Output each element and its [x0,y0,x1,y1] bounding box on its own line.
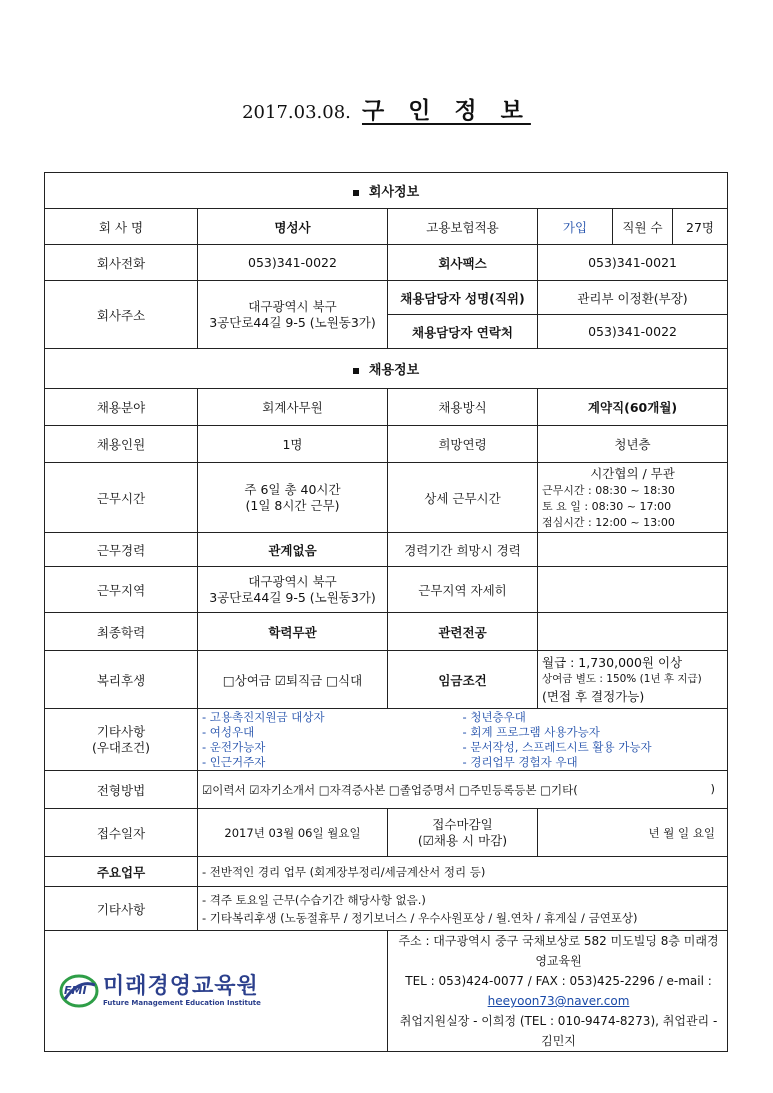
count-label: 채용인원 [45,426,198,463]
welfare-label: 복리후생 [45,651,198,709]
receipt-label: 접수일자 [45,809,198,857]
method-value: 계약직(60개월) [538,389,728,426]
company-fax-label: 회사팩스 [388,245,538,281]
age-value: 청년층 [538,426,728,463]
duty-label: 주요업무 [45,857,198,887]
duty-value: - 전반적인 경리 업무 (회계장부정리/세금계산서 정리 등) [198,857,728,887]
page-header [0,92,773,125]
insurance-label: 고용보험적용 [388,209,538,245]
logo-name: 미래경영교육원 [103,973,259,999]
welfare-value: □상여금 ☑퇴직금 □식대 [198,651,388,709]
footer-staff: 취업지원실장 - 이희정 (TEL : 010-9474-8273), 취업관리 - 김민지 [399,1014,718,1048]
career-value: 관계없음 [198,533,388,567]
location-label: 근무지역 [45,567,198,613]
manager-contact-label: 채용담당자 연락처 [388,315,538,349]
field-label: 채용분야 [45,389,198,426]
company-address: 대구광역시 북구 3공단로44길 9-5 (노원동3가) [198,281,388,349]
career-period-value [538,533,728,567]
detail-hours: 시간협의 / 무관 근무시간 : 08:30 ~ 18:30 토 요 일 : 08:30 ~ 17:00 점심시간 : 12:00 ~ 13:00 [538,463,728,533]
company-fax: 053)341-0021 [538,245,728,281]
manager-contact: 053)341-0022 [538,315,728,349]
preferences [198,709,728,771]
location-detail-label: 근무지역 자세히 [388,567,538,613]
company-name-label: 회 사 명 [45,209,198,245]
header-date: 2017.03.08. [242,102,351,123]
company-section-header: 회사정보 [45,173,728,209]
job-info-form [44,172,728,1052]
location-detail-value [538,567,728,613]
staff-label: 직원 수 [613,209,673,245]
preferences-label: 기타사항 (우대조건) [45,709,198,771]
etc-label: 기타사항 [45,887,198,931]
company-phone-label: 회사전화 [45,245,198,281]
salary-label: 임금조건 [388,651,538,709]
detail-hours-label: 상세 근무시간 [388,463,538,533]
footer-tel-fax: TEL : 053)424-0077 / FAX : 053)425-2296 / e-mail : heeyoon73@naver.com [405,974,712,1008]
count-value: 1명 [198,426,388,463]
deadline-value: 년 월 일 요일 [538,809,728,857]
company-name: 명성사 [198,209,388,245]
etc-value: - 격주 토요일 근무(수습기간 해당사항 없음.) - 기타복리후생 (노동절휴무 / 정기보너스 / 우수사원포상 / 월.연차 / 휴게실 / 금연포상) [198,887,728,931]
process-value: ☑이력서 ☑자기소개서 □자격증사본 □졸업증명서 □주민등록등본 □기타( ) [198,771,728,809]
age-label: 희망연령 [388,426,538,463]
salary-value: 월급 : 1,730,000원 이상 상여금 별도 : 150% (1년 후 지급) (면접 후 결정가능) [538,651,728,709]
location-value: 대구광역시 북구 3공단로44길 9-5 (노원동3가) [198,567,388,613]
education-value: 학력무관 [198,613,388,651]
logo-mark-text: FMI [64,984,87,997]
footer-address: 주소 : 대구광역시 중구 국채보상로 582 미도빌딩 8층 미래경영교육원 [398,934,719,968]
staff-count: 27명 [673,209,728,245]
footer-logo [45,931,388,1052]
education-label: 최종학력 [45,613,198,651]
preferences-right: - 청년층우대 - 회계 프로그램 사용가능자 - 문서작성, 스프레드시트 활용 가능자 - 경리업무 경험자 우대 [462,709,652,769]
company-address-label: 회사주소 [45,281,198,349]
receipt-value: 2017년 03월 06일 월요일 [198,809,388,857]
process-label: 전형방법 [45,771,198,809]
preferences-left: - 고용촉진지원금 대상자 - 여성우대 - 운전가능자 - 인근거주자 [202,709,325,769]
insurance-value: 가입 [538,209,613,245]
email-link[interactable]: heeyoon73@naver.com [487,994,630,1008]
manager-name-label: 채용담당자 성명(직위) [388,281,538,315]
deadline-label: 접수마감일 (☑채용 시 마감) [388,809,538,857]
hours-value: 주 6일 총 40시간 (1일 8시간 근무) [198,463,388,533]
hours-label: 근무시간 [45,463,198,533]
manager-name: 관리부 이정환(부장) [538,281,728,315]
major-label: 관련전공 [388,613,538,651]
major-value [538,613,728,651]
field-value: 회계사무원 [198,389,388,426]
career-period-label: 경력기간 희망시 경력 [388,533,538,567]
footer-contact [388,931,728,1052]
recruit-section-header: 채용정보 [45,349,728,389]
company-phone: 053)341-0022 [198,245,388,281]
career-label: 근무경력 [45,533,198,567]
method-label: 채용방식 [388,389,538,426]
fmi-logo-icon [59,973,99,1009]
page-title: 구 인 정 보 [361,98,531,124]
logo-subtitle: Future Management Education Institute [103,998,261,1007]
